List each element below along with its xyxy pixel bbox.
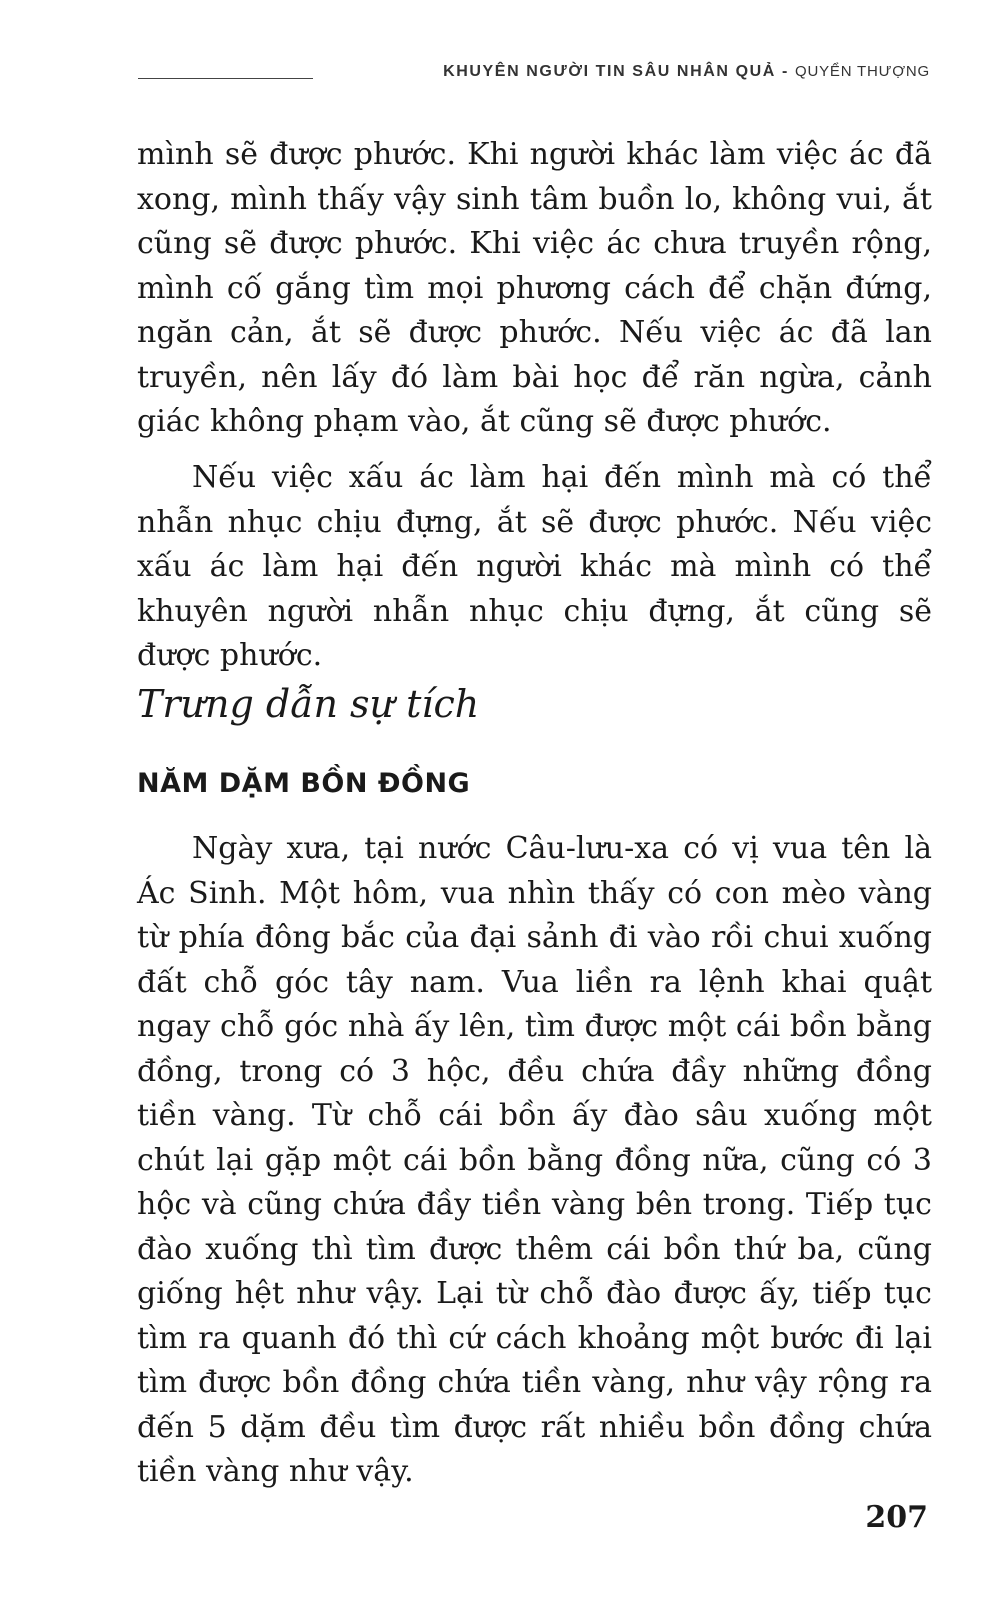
header-text xyxy=(443,63,930,81)
paragraph-2: Nếu việc xấu ác làm hại đến mình mà có thể nhẫn nhục chịu đựng, ắt sẽ được phước. Nếu việc xấu ác làm hại đến người khác mà mình có thể khuyên người nhẫn nhục chịu đựng, ắt cũng sẽ được phước. xyxy=(137,460,932,673)
section-title: Trưng dẫn sự tích xyxy=(137,682,480,726)
header-rule xyxy=(138,78,313,79)
running-header xyxy=(138,60,930,84)
continued-paragraph xyxy=(137,133,932,445)
page-number: 207 xyxy=(865,1500,928,1535)
story-body xyxy=(137,827,932,1495)
header-book-title: KHUYÊN NGƯỜI TIN SÂU NHÂN QUẢ xyxy=(443,63,776,80)
patience-paragraph xyxy=(137,456,932,679)
header-volume: QUYỂN THƯỢNG xyxy=(794,63,930,80)
story-paragraph: Ngày xưa, tại nước Câu-lưu-xa có vị vua tên là Ác Sinh. Một hôm, vua nhìn thấy có con mèo vàng từ phía đông bắc của đại sảnh đi vào rồi chui xuống đất chỗ góc tây nam. Vua liền ra lệnh khai quật ngay chỗ góc nhà ấy lên, tìm được một cái bồn bằng đồng, trong có 3 hộc, đều chứa đầy những đồng tiền vàng. Từ chỗ cái bồn ấy đào sâu xuống một chút lại gặp một cái bồn bằng đồng nữa, cũng có 3 hộc và cũng chứa đầy tiền vàng bên trong. Tiếp tục đào xuống thì tìm được thêm cái bồn thứ ba, cũng giống hệt như vậy. Lại từ chỗ đào được ấy, tiếp tục tìm ra quanh đó thì cứ cách khoảng một bước đi lại tìm được bồn đồng chứa tiền vàng, như vậy rộng ra đến 5 dặm đều tìm được rất nhiều bồn đồng chứa tiền vàng như vậy. xyxy=(137,831,932,1489)
story-heading: NĂM DẶM BỒN ĐỒNG xyxy=(137,768,471,799)
paragraph-1: mình sẽ được phước. Khi người khác làm việc ác đã xong, mình thấy vậy sinh tâm buồn lo, không vui, ắt cũng sẽ được phước. Khi việc ác chưa truyền rộng, mình cố gắng tìm mọi phương cách để chặn đứng, ngăn cản, ắt sẽ được phước. Nếu việc ác đã lan truyền, nên lấy đó làm bài học để răn ngừa, cảnh giác không phạm vào, ắt cũng sẽ được phước. xyxy=(137,137,932,439)
header-separator: - xyxy=(775,63,795,80)
